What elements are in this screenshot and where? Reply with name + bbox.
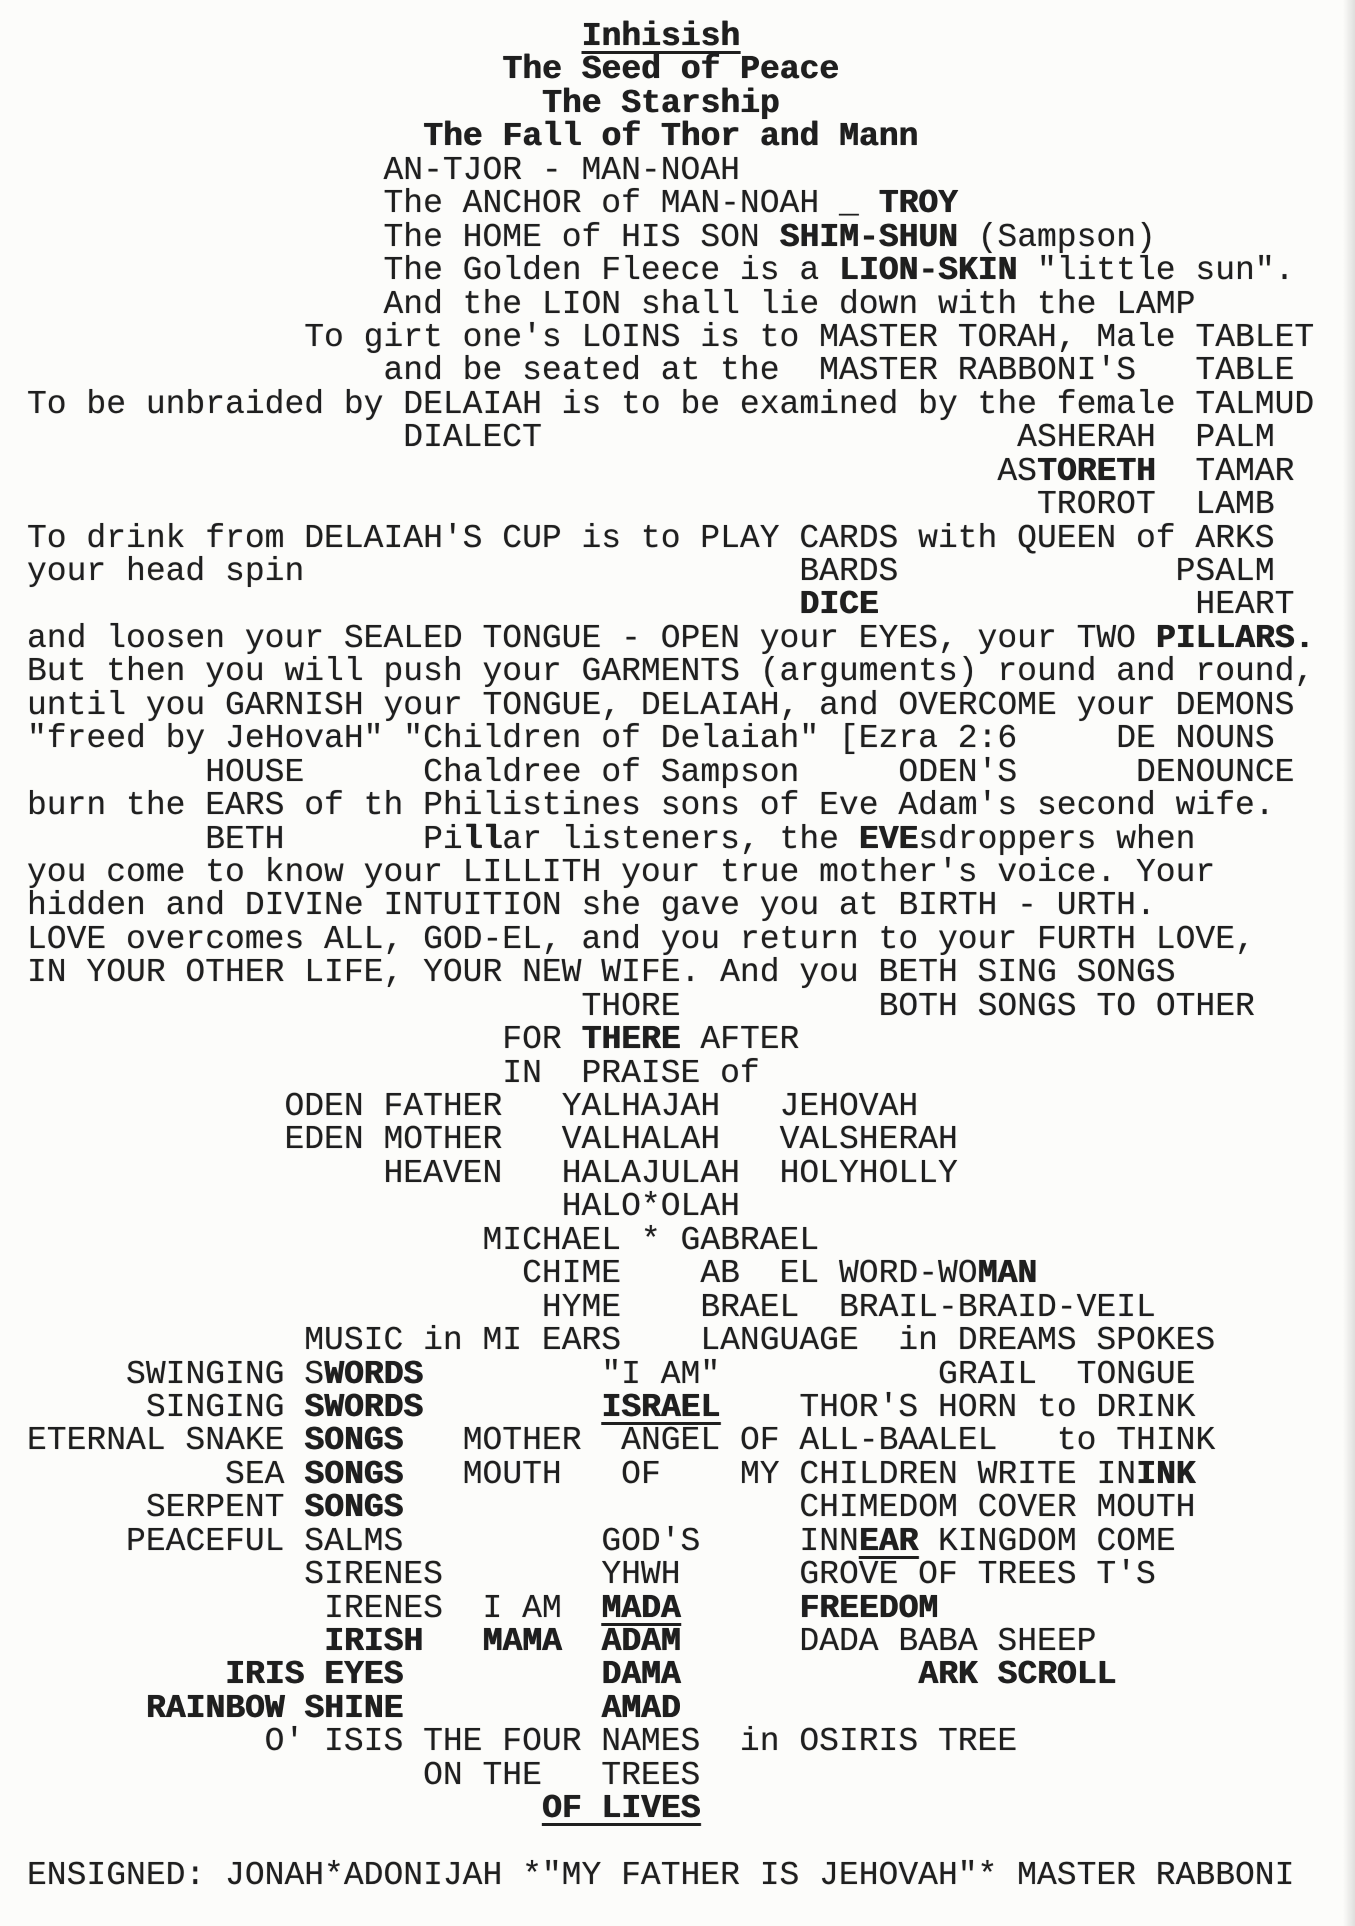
text-segment: Chaldree of Sampson xyxy=(423,753,800,791)
text-segment: MAN xyxy=(977,1255,1038,1293)
text-line xyxy=(27,20,1314,53)
text-line xyxy=(27,1288,1314,1326)
text-segment: ARK SCROLL xyxy=(918,1656,1117,1694)
text-segment: IRISH xyxy=(324,1623,424,1660)
text-segment: AS xyxy=(997,452,1037,490)
text-segment: The ANCHOR of MAN-NOAH _ xyxy=(383,185,879,223)
text-segment: PILLARS. xyxy=(1155,619,1315,657)
text-segment: TROROT xyxy=(1036,486,1156,524)
text-segment: MAMA xyxy=(482,1623,562,1660)
text-segment: Pi xyxy=(423,820,463,858)
text-line xyxy=(27,787,1314,825)
text-line xyxy=(27,1857,1314,1895)
text-segment: VALHALAH xyxy=(561,1121,721,1159)
text-segment: HALAJULAH xyxy=(561,1154,740,1192)
text-segment: MUSIC in MI EARS xyxy=(304,1322,622,1360)
text-line xyxy=(27,118,1314,156)
text-segment: BRAIL-BRAID-VEIL xyxy=(838,1288,1156,1326)
text-segment: SWORDS xyxy=(304,1388,424,1426)
text-segment: DADA BABA SHEEP xyxy=(799,1623,1097,1660)
text-segment: your head spin xyxy=(27,553,305,590)
text-segment: DAMA xyxy=(601,1656,681,1694)
text-segment: SHIM-SHUN xyxy=(779,218,958,256)
text-line xyxy=(27,1090,1314,1123)
text-line xyxy=(27,954,1314,992)
text-segment: burn the EARS of th Philistines sons of Eve Adam's second wife. xyxy=(27,787,1275,825)
text-line xyxy=(27,1522,1314,1560)
text-line xyxy=(27,653,1315,691)
text-segment: SIRENES xyxy=(304,1556,443,1594)
text-segment: SONGS xyxy=(304,1489,404,1527)
text-line xyxy=(27,586,1314,624)
text-segment: I AM xyxy=(482,1589,562,1627)
text-segment: BARDS xyxy=(799,553,899,590)
text-segment: MY CHILDREN WRITE IN xyxy=(740,1455,1137,1493)
text-segment: ar listeners, the xyxy=(502,820,859,858)
text-segment: GRAIL xyxy=(938,1355,1038,1393)
text-line xyxy=(27,686,1314,724)
text-segment: But then you will push your GARMENTS (arguments) round and round, xyxy=(27,653,1315,691)
text-line xyxy=(27,519,1314,557)
text-line xyxy=(27,753,1314,791)
text-line xyxy=(27,252,1314,290)
text-segment: The Golden Fleece is a xyxy=(383,252,839,290)
text-line xyxy=(27,185,1314,223)
text-segment: CHIME xyxy=(522,1255,622,1293)
text-line xyxy=(27,1255,1314,1293)
text-segment: LOVE overcomes ALL, GOD-EL, and you return to your FURTH LOVE, xyxy=(27,920,1255,958)
text-line xyxy=(27,1826,1314,1859)
text-segment: EDEN MOTHER xyxy=(284,1121,503,1159)
text-line xyxy=(27,1455,1314,1493)
text-segment: (Sampson) xyxy=(957,218,1156,256)
text-line xyxy=(27,1121,1314,1159)
text-line xyxy=(27,720,1314,758)
text-segment: THERE xyxy=(581,1021,681,1059)
text-line xyxy=(27,1154,1314,1192)
text-segment: OF xyxy=(621,1455,661,1493)
text-line xyxy=(27,84,1314,122)
text-segment: IN PRAISE of xyxy=(502,1054,760,1092)
text-segment: THOR'S HORN to DRINK xyxy=(799,1388,1196,1426)
text-segment: THORE xyxy=(581,987,681,1025)
text-segment: to xyxy=(1056,1422,1097,1460)
text-segment: INN xyxy=(799,1522,859,1560)
text-segment: IN YOUR OTHER LIFE, YOUR NEW WIFE. And you BETH SING SONGS xyxy=(27,954,1176,992)
page-text xyxy=(27,20,1314,1893)
text-segment: "freed by JeHovaH" "Children of Delaiah" [Ezra 2:6 xyxy=(27,720,1018,758)
text-line xyxy=(27,920,1314,958)
text-line xyxy=(27,1355,1314,1393)
text-segment: MADA xyxy=(601,1589,681,1627)
text-segment: hidden and DIVINe INTUITION she gave you at BIRTH - URTH. xyxy=(27,887,1156,925)
text-segment: JEHOVAH xyxy=(779,1088,919,1125)
text-segment: IRIS EYES xyxy=(225,1656,404,1694)
text-line xyxy=(27,1790,1314,1828)
text-line xyxy=(27,1589,1314,1627)
text-line xyxy=(27,1422,1314,1460)
text-segment: The Fall of Thor and Mann xyxy=(423,118,919,156)
text-segment: To be unbraided by DELAIAH is to be examined by the female TALMUD xyxy=(27,385,1315,423)
text-segment: The Starship xyxy=(541,84,780,122)
text-segment: ENSIGNED: JONAH*ADONIJAH *"MY FATHER IS JEHOVAH"* MASTER RABBONI xyxy=(27,1857,1295,1895)
text-segment: And the LION shall lie down with the LAMP xyxy=(383,285,1196,323)
text-line xyxy=(27,1221,1314,1259)
text-segment: HEAVEN xyxy=(383,1154,503,1192)
text-segment: MICHAEL * GABRAEL xyxy=(482,1221,820,1259)
text-line xyxy=(27,452,1314,490)
text-segment: To drink from DELAIAH'S CUP is to PLAY CARDS with QUEEN of ARKS xyxy=(27,519,1275,557)
text-line xyxy=(27,352,1314,390)
text-line xyxy=(27,555,1314,588)
text-segment: TAMAR xyxy=(1195,452,1295,490)
text-line xyxy=(27,285,1314,323)
text-segment: in OSIRIS TREE xyxy=(739,1723,1018,1761)
text-segment: SWINGING S xyxy=(126,1355,325,1393)
text-segment: EL xyxy=(779,1255,820,1293)
text-segment: MOUTH xyxy=(462,1455,562,1493)
text-line xyxy=(27,1556,1314,1594)
text-line xyxy=(27,1188,1314,1226)
text-segment: LANGUAGE in DREAMS SPOKES xyxy=(700,1322,1216,1360)
text-segment: SINGING xyxy=(145,1388,305,1426)
text-segment: ADAM xyxy=(601,1623,681,1660)
text-line xyxy=(27,853,1314,891)
text-segment: "I AM" xyxy=(601,1355,721,1393)
text-line xyxy=(27,151,1314,189)
text-segment: HEART xyxy=(1195,586,1295,624)
text-segment: AB xyxy=(700,1255,740,1293)
text-segment: FOR xyxy=(502,1021,582,1059)
text-segment: AMAD xyxy=(601,1689,681,1727)
text-segment: GROVE OF TREES T'S xyxy=(799,1556,1156,1594)
text-segment: O' ISIS THE FOUR NAMES xyxy=(264,1723,701,1761)
text-line xyxy=(27,51,1314,89)
text-line xyxy=(27,1723,1314,1761)
text-segment: Inhisish xyxy=(581,18,740,55)
text-segment: VALSHERAH xyxy=(779,1121,958,1159)
text-segment: FREEDOM xyxy=(799,1589,938,1627)
text-segment: HYME xyxy=(541,1288,622,1326)
text-line xyxy=(27,1021,1314,1059)
text-line xyxy=(27,1388,1314,1426)
text-line xyxy=(27,419,1314,457)
text-segment: PALM xyxy=(1195,419,1275,457)
text-segment: PSALM xyxy=(1175,553,1275,590)
text-segment: EAR xyxy=(858,1522,919,1560)
text-segment: PEACEFUL SALMS xyxy=(126,1522,404,1560)
text-segment: BETH xyxy=(205,820,285,858)
text-segment: The HOME of HIS SON xyxy=(383,218,780,256)
text-segment: ll xyxy=(462,820,503,858)
text-segment: HALO*OLAH xyxy=(561,1188,740,1226)
text-segment: WORD-WO xyxy=(838,1255,978,1293)
scan-edge-shadow xyxy=(1343,0,1355,1926)
text-segment: ETERNAL SNAKE xyxy=(27,1422,305,1460)
text-line xyxy=(27,486,1314,524)
text-segment: HOLYHOLLY xyxy=(779,1154,958,1192)
text-segment: The Seed of Peace xyxy=(502,51,839,89)
text-segment: OF LIVES xyxy=(541,1790,701,1828)
text-segment: ON THE TREES xyxy=(423,1756,701,1794)
text-segment: BRAEL xyxy=(700,1288,800,1326)
text-line xyxy=(27,385,1315,423)
text-segment: DE NOUNS xyxy=(1116,720,1275,758)
text-segment: DICE xyxy=(799,586,879,624)
text-segment: until you GARNISH your TONGUE, DELAIAH, and OVERCOME your DEMONS xyxy=(27,686,1295,724)
text-segment: BOTH SONGS TO OTHER xyxy=(878,987,1255,1025)
text-segment: ANGEL OF ALL-BAALEL xyxy=(621,1422,998,1460)
text-segment: KINGDOM COME xyxy=(918,1522,1176,1560)
text-segment: CHIMEDOM COVER MOUTH xyxy=(799,1489,1196,1527)
text-segment: DIALECT xyxy=(403,419,542,457)
text-line xyxy=(27,1322,1314,1360)
text-segment: LAMB xyxy=(1195,486,1275,524)
text-line xyxy=(27,619,1315,657)
text-line xyxy=(27,1054,1314,1092)
text-segment: INK xyxy=(1136,1455,1196,1493)
text-segment: GOD'S xyxy=(601,1522,701,1560)
text-segment: YALHAJAH xyxy=(561,1088,721,1125)
text-segment: HOUSE xyxy=(205,753,305,791)
text-segment: AN-TJOR - MAN-NOAH xyxy=(383,151,740,189)
text-segment: DENOUNCE xyxy=(1136,753,1295,791)
text-segment: sdroppers when xyxy=(918,820,1196,858)
text-segment: RAINBOW SHINE xyxy=(145,1689,404,1727)
text-segment: SONGS xyxy=(304,1455,404,1493)
text-segment: and be seated at the MASTER RABBONI'S TABLE xyxy=(383,352,1295,390)
text-segment: you come to know your LILLITH your true mother's voice. Your xyxy=(27,853,1216,891)
text-segment: TROY xyxy=(878,185,958,223)
text-segment: SONGS xyxy=(304,1422,404,1460)
text-segment: EVE xyxy=(858,820,919,858)
text-segment: TONGUE xyxy=(1076,1355,1196,1393)
text-segment: ASHERAH xyxy=(1017,419,1156,457)
text-line xyxy=(27,1625,1314,1658)
text-segment: TORETH xyxy=(1036,452,1156,490)
text-segment: "little sun". xyxy=(1017,252,1295,290)
text-segment: MOTHER xyxy=(462,1422,582,1460)
text-segment: YHWH xyxy=(601,1556,681,1594)
text-segment: AFTER xyxy=(680,1021,800,1059)
text-segment: ODEN FATHER xyxy=(284,1088,503,1125)
text-line xyxy=(27,1689,1314,1727)
text-line xyxy=(27,218,1314,256)
text-segment: SERPENT xyxy=(145,1489,305,1527)
text-segment: IRENES xyxy=(324,1589,443,1627)
text-line xyxy=(27,1756,1314,1794)
text-segment: To girt one's LOINS is to MASTER TORAH, Male TABLET xyxy=(304,318,1315,356)
text-line xyxy=(27,887,1314,925)
text-line xyxy=(27,318,1315,356)
text-line xyxy=(27,987,1314,1025)
text-segment: ODEN'S xyxy=(898,753,1018,791)
text-segment: LION-SKIN xyxy=(838,252,1018,290)
text-segment: SEA xyxy=(225,1455,305,1493)
text-segment: ISRAEL xyxy=(601,1388,721,1426)
text-line xyxy=(27,1656,1314,1694)
text-segment: and loosen your SEALED TONGUE - OPEN your EYES, your TWO xyxy=(27,619,1156,657)
text-line xyxy=(27,820,1314,858)
text-line xyxy=(27,1489,1314,1527)
text-segment: WORDS xyxy=(324,1355,424,1393)
text-segment: THINK xyxy=(1116,1422,1216,1460)
